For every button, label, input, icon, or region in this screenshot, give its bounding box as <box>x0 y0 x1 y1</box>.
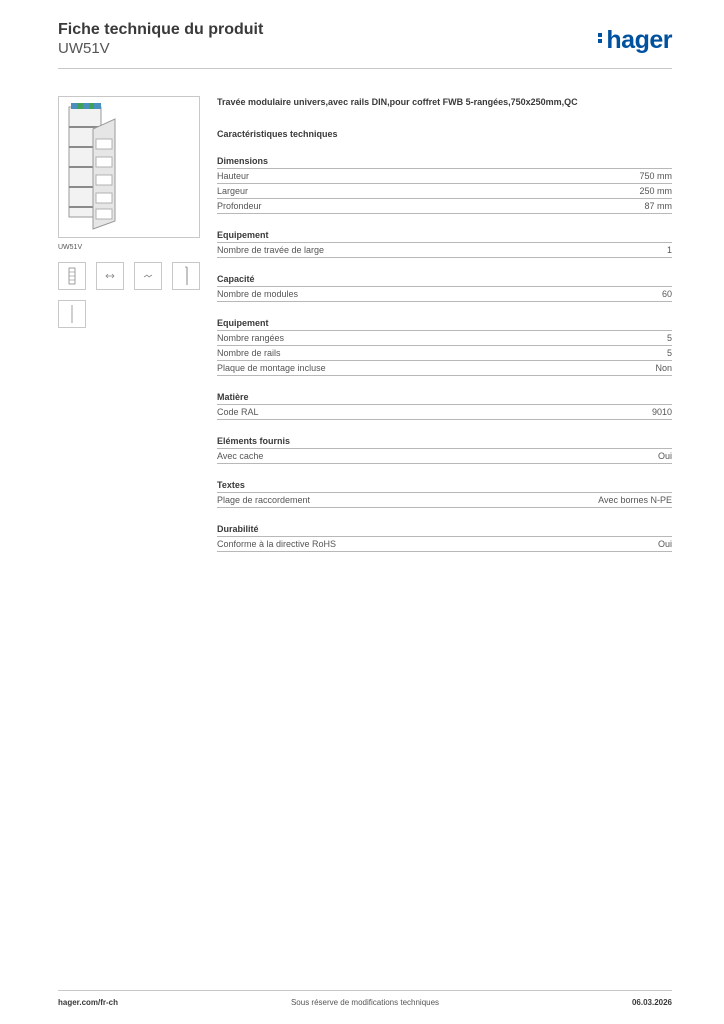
footer-divider <box>58 990 672 991</box>
spec-row <box>217 199 672 214</box>
logo-text: hager <box>606 26 672 54</box>
spec-label: Profondeur <box>217 201 262 211</box>
spec-row <box>217 537 672 552</box>
spec-row <box>217 405 672 420</box>
footer-disclaimer: Sous réserve de modifications techniques <box>290 998 440 1007</box>
section-title: Durabilité <box>217 523 672 537</box>
section-title: Eléments fournis <box>217 435 672 449</box>
spec-value: Avec bornes N-PE <box>598 495 672 505</box>
spec-section <box>217 391 672 420</box>
section-title: Textes <box>217 479 672 493</box>
spec-label: Nombre de rails <box>217 348 281 358</box>
section-title: Equipement <box>217 317 672 331</box>
spec-label: Nombre de modules <box>217 289 299 299</box>
spec-value: 5 <box>666 348 672 358</box>
spec-row <box>217 449 672 464</box>
spec-section <box>217 317 672 376</box>
spec-row <box>217 184 672 199</box>
thumbnail-side-view[interactable] <box>172 262 200 290</box>
spec-section <box>217 273 672 302</box>
characteristics-heading: Caractéristiques techniques <box>217 129 338 139</box>
product-image <box>58 96 200 238</box>
width-dimension-icon <box>97 263 123 289</box>
spec-section <box>217 155 672 214</box>
spec-value: 87 mm <box>644 201 672 211</box>
spec-row <box>217 287 672 302</box>
image-caption: UW51V <box>58 244 83 251</box>
header-divider <box>58 68 672 69</box>
spec-value: Oui <box>657 451 672 461</box>
spec-value: 5 <box>666 333 672 343</box>
spec-row <box>217 169 672 184</box>
spec-label: Nombre rangées <box>217 333 285 343</box>
depth-dimension-icon <box>135 263 161 289</box>
profile-icon <box>59 301 85 327</box>
thumbnail-depth[interactable] <box>134 262 162 290</box>
spec-value: Non <box>655 363 672 373</box>
spec-row <box>217 361 672 376</box>
spec-value: 250 mm <box>639 186 672 196</box>
spec-label: Nombre de travée de large <box>217 245 325 255</box>
rails-icon <box>59 263 85 289</box>
section-title: Capacité <box>217 273 672 287</box>
section-title: Equipement <box>217 229 672 243</box>
side-view-icon <box>173 263 199 289</box>
spec-label: Avec cache <box>217 451 264 461</box>
spec-value: 750 mm <box>639 171 672 181</box>
hager-logo <box>598 26 672 55</box>
spec-value: 1 <box>666 245 672 255</box>
thumbnail-width[interactable] <box>96 262 124 290</box>
spec-section <box>217 435 672 464</box>
thumbnail-rails[interactable] <box>58 262 86 290</box>
page-title: Fiche technique du produit <box>58 21 264 38</box>
product-code: UW51V <box>58 40 110 57</box>
spec-label: Conforme à la directive RoHS <box>217 539 337 549</box>
spec-label: Hauteur <box>217 171 250 181</box>
spec-label: Plaque de montage incluse <box>217 363 326 373</box>
spec-row <box>217 243 672 258</box>
spec-value: 60 <box>661 289 672 299</box>
product-details <box>217 96 672 552</box>
spec-row <box>217 493 672 508</box>
thumbnail-profile[interactable] <box>58 300 86 328</box>
spec-label: Code RAL <box>217 407 259 417</box>
spec-row <box>217 331 672 346</box>
spec-section <box>217 479 672 508</box>
section-title: Matière <box>217 391 672 405</box>
spec-value: Oui <box>657 539 672 549</box>
spec-label: Plage de raccordement <box>217 495 311 505</box>
spec-label: Largeur <box>217 186 249 196</box>
spec-section <box>217 229 672 258</box>
spec-row <box>217 346 672 361</box>
footer-date: 06.03.2026 <box>631 998 672 1007</box>
distribution-frame-icon <box>59 97 199 237</box>
spec-value: 9010 <box>651 407 672 417</box>
logo-dots-icon <box>598 31 604 45</box>
spec-section <box>217 523 672 552</box>
footer-website-link[interactable]: hager.com/fr-ch <box>58 998 119 1007</box>
page-header <box>58 20 672 58</box>
section-title: Dimensions <box>217 155 672 169</box>
product-description: Travée modulaire univers,avec rails DIN,pour coffret FWB 5-rangées,750x250mm,QC <box>217 97 578 107</box>
